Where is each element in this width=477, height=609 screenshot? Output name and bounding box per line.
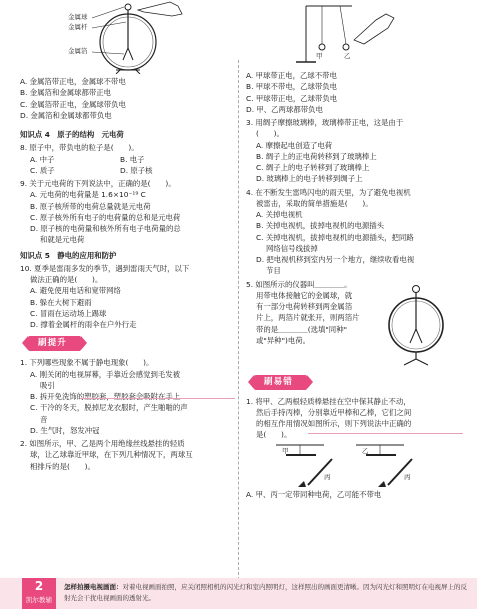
q9	[20, 178, 232, 246]
section-banner-error: 刷易错	[254, 375, 307, 390]
right-column	[246, 0, 462, 500]
q2-option-a: A. 甲球带正电，乙球不带电	[246, 71, 337, 80]
q7-option-a: A. 金属箔带正电，金属球不带电	[20, 77, 126, 86]
brand-name: 凯尔教辅	[26, 596, 52, 604]
q3-option-b: B. 绸子上的正电荷转移到了玻璃棒上	[256, 151, 377, 161]
q9-option-d: D. 原子核的电荷量和核外所有电子电荷量的总	[30, 224, 181, 233]
footer-tip	[64, 582, 469, 604]
q8	[20, 142, 232, 176]
q5-line-4: 片上，两箔片就张开，则两箔片	[256, 313, 360, 323]
q5-line-1: 5. 如图所示的仪器叫＿＿＿＿。	[246, 279, 352, 289]
p2-stem: 2. 如图所示，甲、乙是两个用绝缘丝线悬挂的轻质	[20, 439, 185, 448]
p2-stem-cont2: 相排斥的是( )。	[30, 461, 95, 471]
p2	[20, 438, 232, 472]
q3-option-a: A. 摩擦起电创造了电荷	[256, 140, 333, 150]
q4-stem-cont: 被雷击，采取的简单措施是( )。	[256, 198, 373, 208]
electroscope-diagram	[20, 0, 232, 74]
q4-option-c-cont: 网络信号线拔掉	[266, 243, 318, 253]
label-ball-jia: 甲	[316, 52, 323, 60]
q10	[20, 263, 232, 331]
q9-option-a: A. 元电荷的电荷量是 1.6×10⁻¹⁹ C	[30, 190, 146, 200]
footer-tip-title: 怎样拍摄电视画面：	[64, 583, 123, 591]
column-divider	[238, 60, 239, 580]
banner-rule-left	[80, 398, 235, 399]
q3-stem: 3. 用绸子摩擦玻璃棒，玻璃棒带正电，这是由于	[246, 118, 404, 127]
q2-option-b: B. 甲球不带电，乙球带负电	[246, 82, 338, 92]
label-rod-bing-1: 丙	[324, 472, 331, 481]
q4-option-d: D. 把电视机移到室内另一个地方，继续收看电视	[256, 255, 415, 264]
q5-line-5: 带的是＿＿＿＿(选填"同种"	[256, 324, 347, 334]
e1-option-a: A. 甲、丙一定带同种电荷，乙可能不带电	[246, 489, 382, 499]
q4-option-d-cont: 节目	[266, 266, 281, 276]
label-rod-bing-2: 丙	[404, 472, 411, 481]
q4-option-b: B. 关掉电视机，拔掉电视机的电源插头	[256, 221, 385, 231]
q5	[246, 279, 462, 369]
q9-option-b: B. 原子核所带的电荷总量就是元电荷	[30, 201, 151, 211]
q9-stem: 9. 关于元电荷的下列说法中，正确的是( )。	[20, 179, 176, 188]
p1-option-a: A. 刚关闭的电视屏幕，手靠近会感觉到毛发被	[30, 369, 181, 379]
q8-options-row2	[20, 165, 232, 176]
p1-option-a-cont: 吸引	[40, 380, 55, 390]
page-number: 2	[34, 579, 44, 593]
q4	[246, 187, 462, 277]
q7-option-b: B. 金属箔和金属球都带正电	[20, 88, 112, 98]
page-footer	[0, 578, 477, 609]
p1	[20, 357, 232, 436]
q8-options-row1	[20, 154, 232, 165]
banner-row-improve	[28, 330, 232, 355]
q10-option-d: D. 撑着金属杆的雨伞在户外行走	[30, 320, 137, 329]
label-rod-jia: 甲	[282, 446, 289, 455]
p1-option-c: C. 干冷的冬天，脱掉尼龙衣服时，产生啪啪的声	[30, 403, 188, 413]
label-metal-ball: 金属球	[68, 13, 88, 21]
q10-option-c: C. 冒雨在运动场上踢球	[30, 308, 107, 318]
q9-option-c: C. 原子核外所有电子的电荷量的总和是元电荷	[30, 212, 181, 222]
left-column	[20, 0, 232, 472]
p1-option-b: B. 拆开免洗饰的塑胶套，塑胶套会吸附在手上	[30, 392, 181, 401]
banner-row-error	[254, 369, 462, 394]
q3	[246, 117, 462, 185]
q8-stem: 8. 原子中，带负电的粒子是( )。	[20, 143, 139, 153]
q8-option-a: A. 中子	[30, 154, 55, 164]
e1-rods-diagram	[246, 441, 462, 489]
q8-option-d: D. 原子核	[120, 165, 153, 175]
footer-tip-text: 对着电视画面拍照，应关闭照相机的闪光灯和室内照明灯，这样照出的画面更清晰。因为闪光灯和照明灯在电视屏上的反射光会干扰电视画面的透射光。	[64, 583, 467, 602]
label-ball-yi: 乙	[344, 52, 351, 60]
q4-stem: 4. 在不断发生雷鸣闪电的雨天里，为了避免电视机	[246, 187, 411, 197]
q8-option-b: B. 电子	[120, 154, 145, 164]
q9-option-d-cont: 和就是元电荷	[40, 235, 85, 245]
e1-line-4: 是( )。	[256, 430, 292, 440]
hanging-balls-diagram	[246, 0, 462, 68]
knowledge-point-4-title: 知识点 4 原子的结构 元电荷	[20, 130, 124, 139]
q8-option-c: C. 质子	[30, 165, 55, 175]
q7-option-d: D. 金属箔和金属球都带负电	[20, 110, 112, 120]
e1-figure	[246, 441, 462, 489]
q2-options	[246, 70, 462, 115]
label-metal-foil: 金属箔	[68, 47, 88, 55]
q4-option-a: A. 关掉电视机	[256, 210, 303, 219]
e1-line-1: 1. 将甲、乙两根轻质棒悬挂在空中保其静止不动，	[246, 396, 411, 406]
e1-line-3: 的相互作用情况如图所示，则下列说法中正确的	[256, 419, 412, 428]
page-number-box	[22, 578, 56, 609]
q3-option-d: D. 玻璃棒上的电子转移到绸子上	[256, 174, 363, 184]
q10-stem: 10. 夏季是雷雨多发的季节，遇到雷雨天气时，以下	[20, 263, 190, 273]
q10-option-a: A. 避免使用电话和宽带网络	[30, 286, 121, 296]
p2-stem-cont1: 球，让乙球靠近甲球，在下列几种情况下，两球互	[30, 450, 193, 460]
q10-stem-cont: 做法正确的是( )。	[30, 275, 103, 284]
banner-rule-right	[308, 433, 463, 434]
q4-option-c: C. 关掉电视机，拔掉电视机的电源插头，把同路	[256, 232, 414, 242]
q7-option-c: C. 金属箔带正电，金属球带负电	[20, 99, 126, 109]
p1-stem: 1. 下列哪些现象不属于静电现象( )。	[20, 358, 154, 368]
q5-electroscope-diagram	[376, 279, 456, 369]
hanging-balls-figure	[246, 0, 462, 68]
section-banner-improve: 刷提升	[28, 336, 81, 351]
q3-option-c: C. 绸子上的电子转移到了玻璃棒上	[256, 163, 370, 172]
q10-option-b: B. 躲在大树下避雨	[30, 297, 92, 307]
q2-option-d: D. 甲、乙两球都带负电	[246, 104, 323, 114]
e1-line-2: 然后手持丙棒，分别靠近甲棒和乙棒，它们之间	[256, 407, 412, 417]
knowledge-point-5-title: 知识点 5 静电的应用和防护	[20, 250, 117, 260]
q2-option-c: C. 甲球带正电，乙球带负电	[246, 93, 338, 103]
electroscope-figure	[20, 0, 232, 74]
p1-option-d: D. 生气时，怒发冲冠	[30, 425, 100, 435]
label-rod-yi: 乙	[362, 446, 369, 455]
label-metal-rod: 金属杆	[68, 23, 88, 31]
q5-line-6: 或"异种")电荷。	[256, 335, 311, 345]
q7-options	[20, 76, 232, 121]
q5-line-3: 有一部分电荷转移到两金属箔	[256, 302, 353, 311]
q5-line-2: 用带电体接触它的金属球，就	[256, 290, 353, 300]
p1-option-c-cont: 音	[40, 414, 48, 424]
q3-stem-cont: ( )。	[256, 129, 284, 139]
